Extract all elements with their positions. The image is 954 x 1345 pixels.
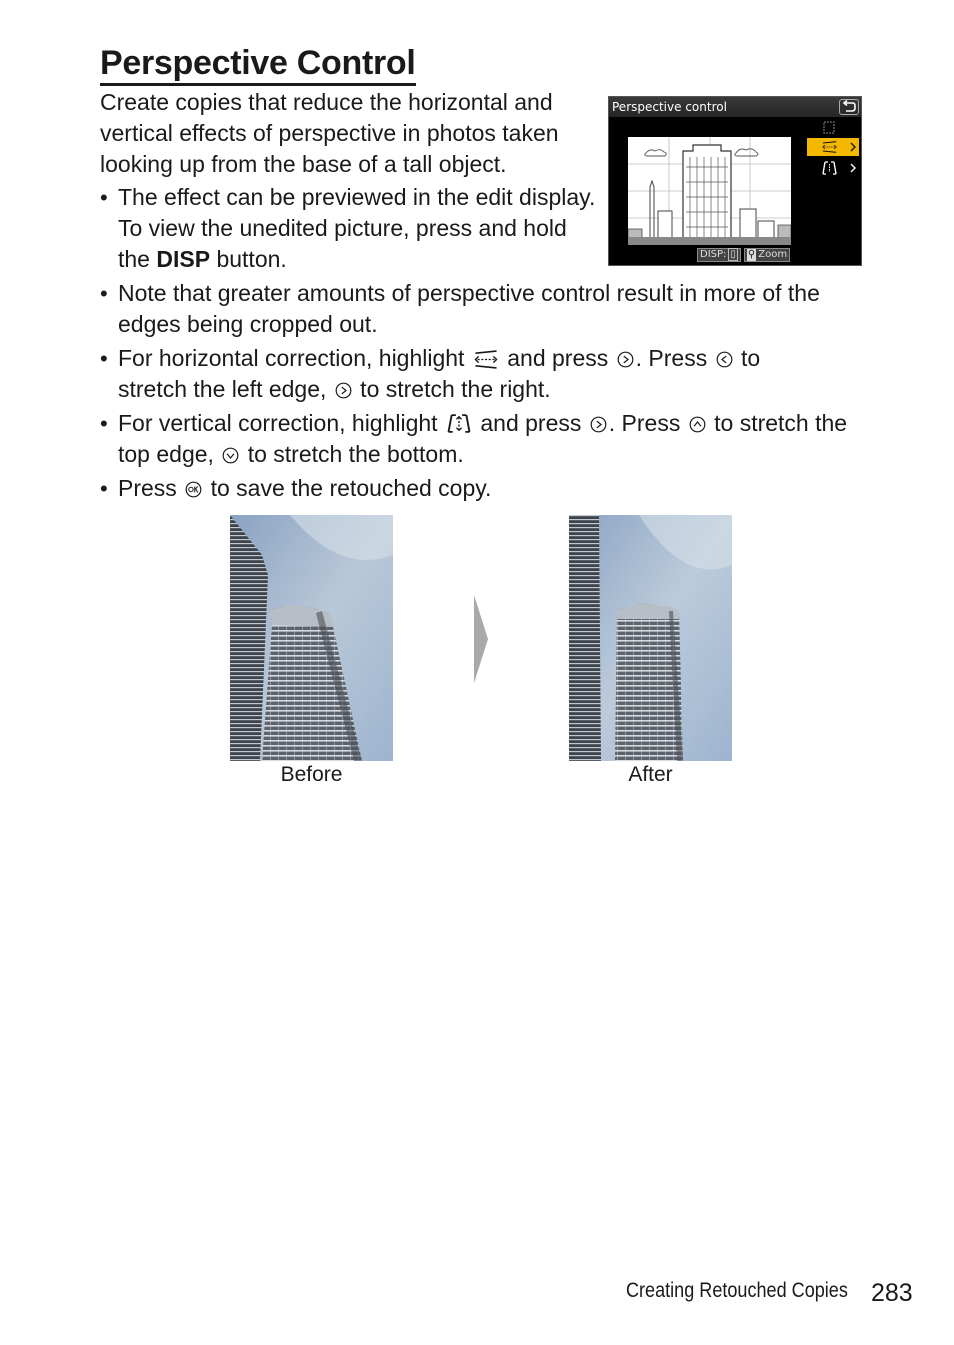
bullet-save: • Press to save the retouched copy. [100,473,878,504]
camera-footer [697,248,790,262]
before-after-arrow-icon [472,593,490,685]
multi-selector-down-icon [222,447,239,464]
camera-zoom-chip: ⚲ Zoom [744,248,790,262]
bullet-vertical: • For vertical correction, highlight and press . Press to stretch the top edge, to stretch the bottom. [100,408,848,470]
intro-paragraph: Create copies that reduce the horizontal and vertical effects of perspective in photos taken looking up from the base of a tall object. [100,89,559,177]
page-title: Perspective Control [100,44,416,86]
camera-menu-original [807,119,859,137]
multi-selector-right-icon [335,382,352,399]
perspective-preview-image [628,137,791,245]
camera-disp-chip: DISP: ▯ [697,248,741,262]
camera-menu-horizontal[interactable] [807,138,859,156]
camera-menu-vertical[interactable] [807,159,859,177]
camera-screen-title: Perspective control [609,97,861,117]
bullet-cropping-note: • Note that greater amounts of perspective control result in more of the edges being cropped out. [100,278,863,340]
camera-screen [608,96,862,266]
bullet-preview: • The effect can be previewed in the edit display. To view the unedited picture, press and hold the DISP button. [100,182,598,275]
vertical-correction-icon [446,413,472,434]
return-icon [839,99,859,115]
disp-button-label: DISP [156,246,211,272]
horizontal-correction-icon [473,350,499,369]
ok-button-icon [185,481,202,498]
before-caption: Before [280,763,343,786]
multi-selector-right-icon [617,351,634,368]
before-photo [230,515,393,761]
page-number: 283 [871,1279,913,1307]
after-photo [569,515,732,761]
zoom-icon: ⚲ [747,249,756,260]
multi-selector-up-icon [689,416,706,433]
after-caption: After [628,763,673,786]
multi-selector-right-icon [590,416,607,433]
bullet-horizontal: • For horizontal correction, highlight and press . Press to stretch the left edge, to stretch the right. [100,343,808,405]
multi-selector-left-icon [716,351,733,368]
footer-section-title: Creating Retouched Copies [626,1279,848,1302]
